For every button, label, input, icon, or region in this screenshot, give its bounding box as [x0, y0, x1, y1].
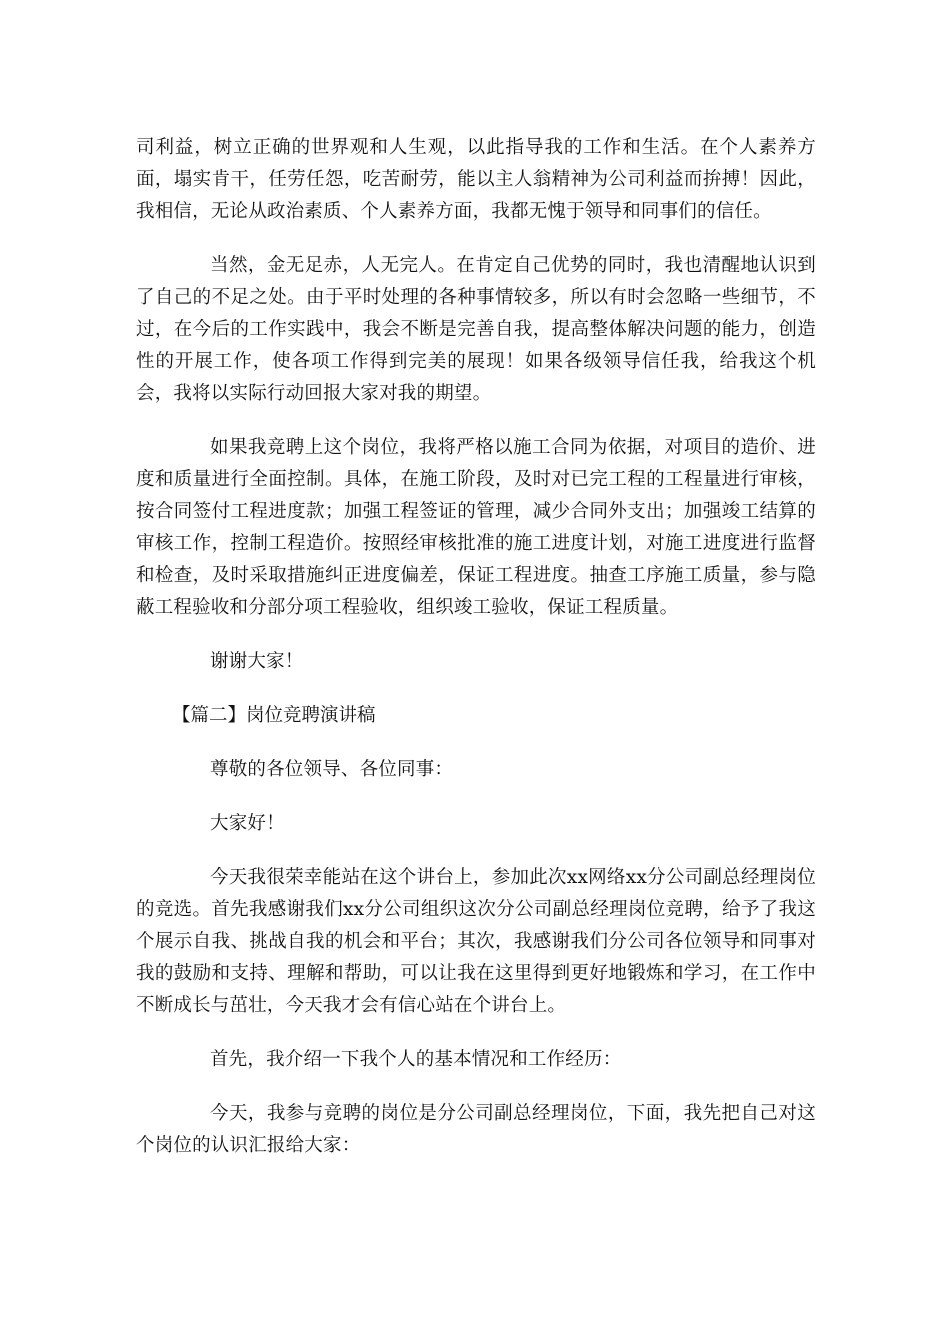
- paragraph-position: 今天，我参与竞聘的岗位是分公司副总经理岗位，下面，我先把自己对这个岗位的认识汇报给大家：: [136, 1103, 816, 1156]
- document-page: [136, 132, 816, 1162]
- paragraph-introduction: 今天我很荣幸能站在这个讲台上，参加此次xx网络xx分公司副总经理岗位的竞选。首先我感谢我们xx分公司组织这次分公司副总经理岗位竞聘，给予了我这个展示自我、挑战自我的机会和平台；其次，我感谢我们分公司各位领导和同事对我的鼓励和支持、理解和帮助，可以让我在这里得到更好地锻炼和学习，在工作中不断成长与茁壮，今天我才会有信心站在个讲台上。: [136, 867, 816, 1016]
- paragraph-salutation: 尊敬的各位领导、各位同事：: [210, 759, 454, 780]
- paragraph-thanks: 谢谢大家！: [210, 651, 304, 672]
- paragraph-job-plan: 如果我竞聘上这个岗位，我将严格以施工合同为依据，对项目的造价、进度和质量进行全面控制。具体，在施工阶段，及时对已完工程的工程量进行审核，按合同签付工程进度款；加强工程签证的管理，减少合同外支出；加强竣工结算的审核工作，控制工程造价。按照经审核批准的施工进度计划，对施工进度进行监督和检查，及时采取措施纠正进度偏差，保证工程进度。抽查工序施工质量，参与隐蔽工程验收和分部分项工程验收，组织竣工验收，保证工程质量。: [136, 437, 816, 618]
- paragraph-shortcomings: 当然，金无足赤，人无完人。在肯定自己优势的同时，我也清醒地认识到了自己的不足之处。由于平时处理的各种事情较多，所以有时会忽略一些细节，不过，在今后的工作实践中，我会不断是完善自我，提高整体解决问题的能力，创造性的开展工作，使各项工作得到完美的展现！如果各级领导信任我，给我这个机会，我将以实际行动回报大家对我的期望。: [136, 255, 816, 404]
- paragraph-greeting: 大家好！: [210, 813, 285, 834]
- paragraph-continued: 司利益，树立正确的世界观和人生观，以此指导我的工作和生活。在个人素养方面，塌实肯干，任劳任怨，吃苦耐劳，能以主人翁精神为公司利益而拚搏！因此，我相信，无论从政治素质、个人素养方面，我都无愧于领导和同事们的信任。: [136, 137, 816, 222]
- section-heading: 【篇二】岗位竞聘演讲稿: [172, 705, 376, 726]
- paragraph-background: 首先，我介绍一下我个人的基本情况和工作经历：: [210, 1049, 622, 1070]
